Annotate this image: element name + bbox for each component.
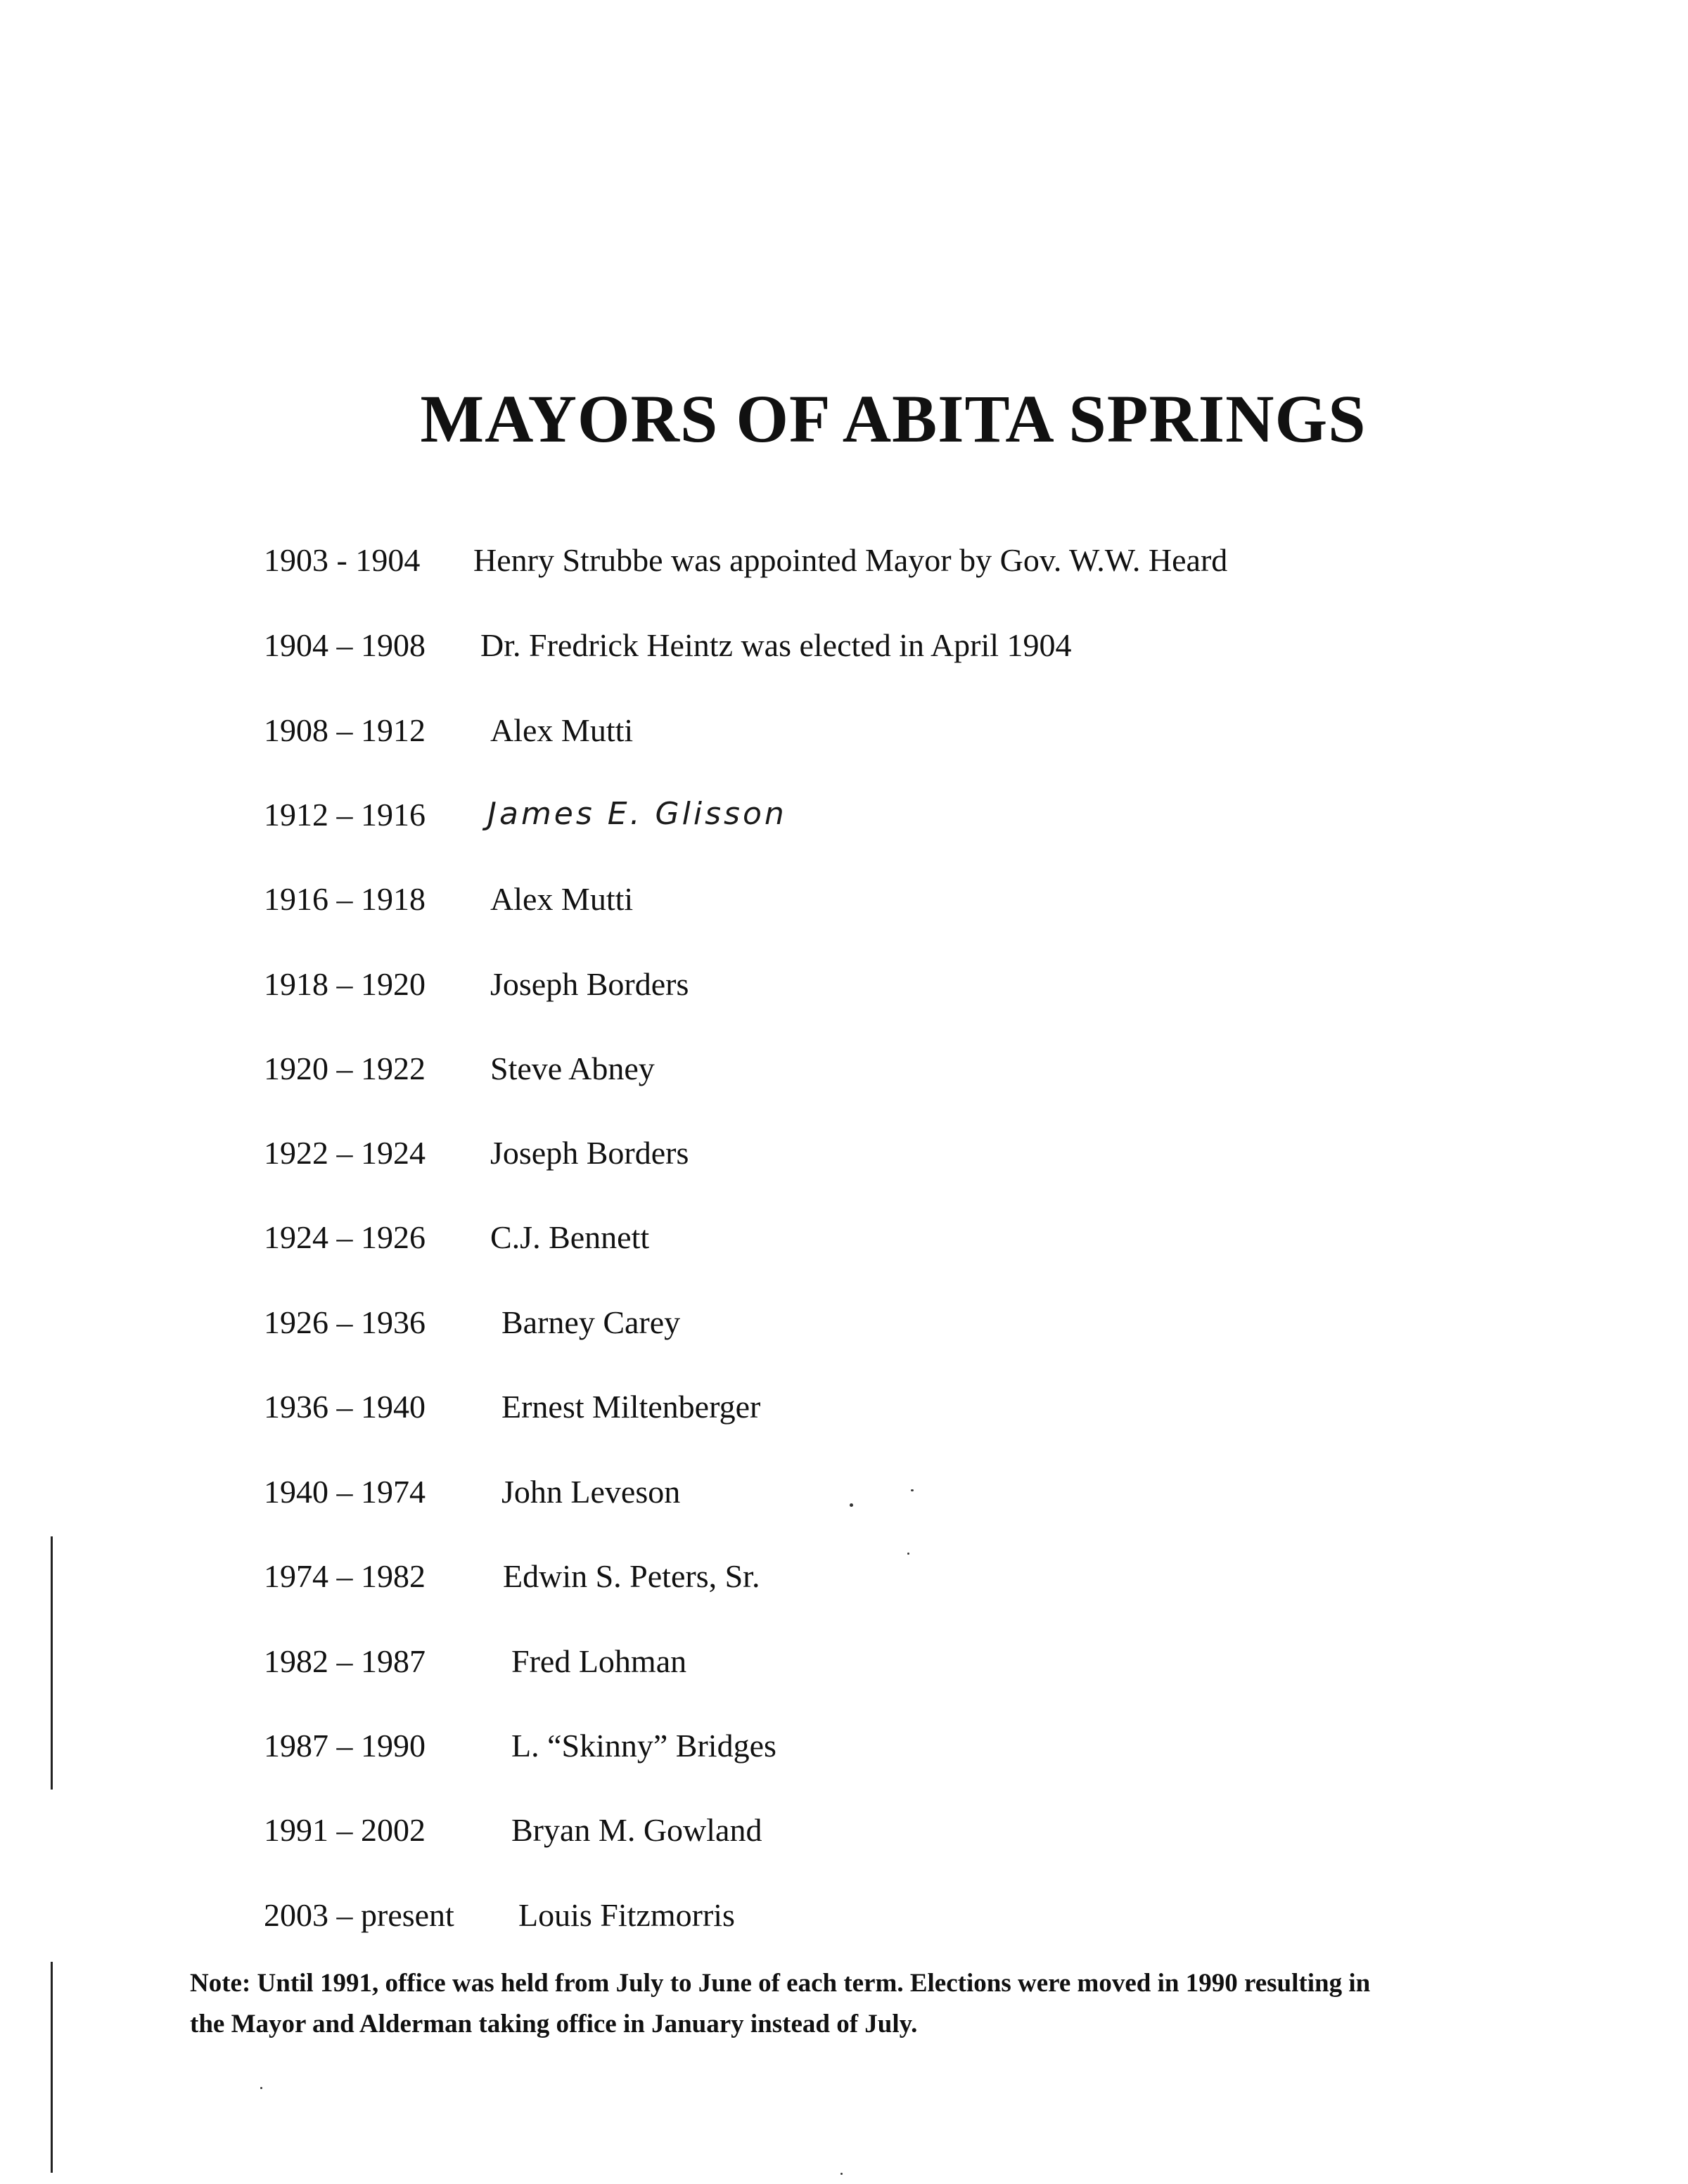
term-years: 2003 – present <box>264 1897 454 1933</box>
scan-margin-line <box>51 1536 53 1790</box>
mayor-name: L. “Skinny” Bridges <box>511 1728 776 1764</box>
mayor-name: Louis Fitzmorris <box>518 1897 735 1933</box>
mayor-name: Fred Lohman <box>511 1643 687 1679</box>
term-years: 1916 – 1918 <box>264 881 426 917</box>
mayor-name: Joseph Borders <box>490 966 689 1002</box>
scan-margin-line <box>51 1962 53 2173</box>
term-years: 1903 - 1904 <box>264 542 421 578</box>
mayor-name: Joseph Borders <box>490 1135 689 1171</box>
mayor-name: Ernest Miltenberger <box>501 1389 761 1425</box>
scan-speck <box>907 1553 909 1555</box>
term-years: 1926 – 1936 <box>264 1304 426 1340</box>
term-years: 1982 – 1987 <box>264 1643 426 1679</box>
mayor-name-handwritten: James E. Glisson <box>487 796 787 832</box>
term-years: 1918 – 1920 <box>264 966 426 1002</box>
footnote-line-2: the Mayor and Alderman taking office in January instead of July. <box>190 2010 918 2038</box>
scan-speck <box>840 2173 843 2175</box>
term-years: 1991 – 2002 <box>264 1812 426 1848</box>
mayor-name: Bryan M. Gowland <box>511 1812 762 1848</box>
term-years: 1924 – 1926 <box>264 1219 426 1255</box>
scan-speck <box>260 2087 262 2089</box>
mayor-name: Henry Strubbe was appointed Mayor by Gov. W.W. Heard <box>473 542 1228 578</box>
mayor-name: Alex Mutti <box>490 881 634 917</box>
term-years: 1904 – 1908 <box>264 627 426 663</box>
mayor-name: Alex Mutti <box>490 712 634 748</box>
mayor-name: Dr. Fredrick Heintz was elected in April 1904 <box>480 627 1072 663</box>
term-years: 1987 – 1990 <box>264 1728 426 1764</box>
mayor-name: C.J. Bennett <box>490 1219 650 1255</box>
term-years: 1920 – 1922 <box>264 1051 426 1086</box>
term-years: 1936 – 1940 <box>264 1389 426 1425</box>
mayor-name: Steve Abney <box>490 1051 655 1086</box>
term-years: 1940 – 1974 <box>264 1474 426 1510</box>
mayor-name: Barney Carey <box>501 1304 681 1340</box>
mayor-name: John Leveson <box>501 1474 681 1510</box>
term-years: 1912 – 1916 <box>264 797 426 833</box>
term-years: 1922 – 1924 <box>264 1135 426 1171</box>
scan-speck <box>911 1489 914 1491</box>
term-years: 1974 – 1982 <box>264 1558 426 1594</box>
scan-speck <box>850 1503 853 1507</box>
term-years: 1908 – 1912 <box>264 712 426 748</box>
page-title: MAYORS OF ABITA SPRINGS <box>420 381 1367 456</box>
footnote-line-1: Note: Until 1991, office was held from July to June of each term. Elections were moved in 1990 resulting in <box>190 1969 1371 1998</box>
footnote <box>190 1963 1611 2045</box>
mayor-name: Edwin S. Peters, Sr. <box>503 1558 760 1594</box>
